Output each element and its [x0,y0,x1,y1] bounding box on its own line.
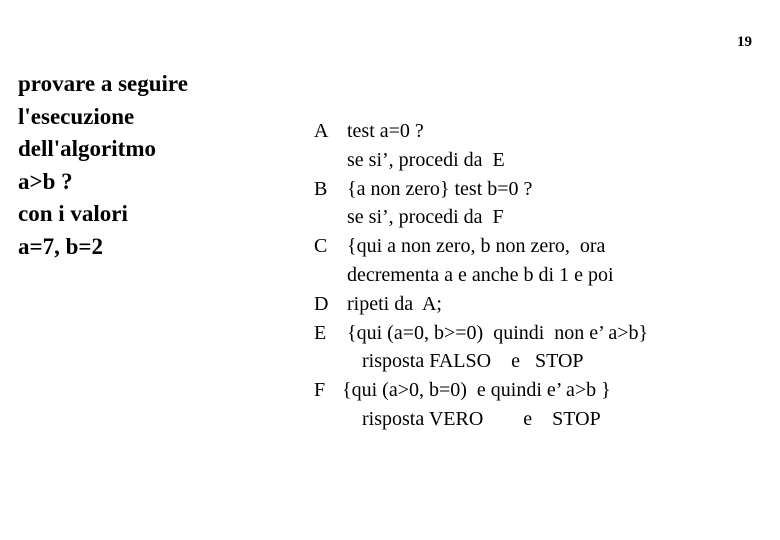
step-text: {qui (a=0, b>=0) quindi non e’ a>b} [342,321,649,344]
algorithm-line [314,290,764,319]
step-text: se si’, procedi da F [342,206,504,229]
step-letter: C [314,235,328,258]
step-letter [314,203,342,232]
algorithm-line [314,405,764,434]
exercise-prompt [18,68,278,263]
step-text: {qui a non zero, b non zero, ora [342,235,606,258]
step-text: ripeti da A; [342,292,442,315]
prompt-line: dell'algoritmo [18,136,156,161]
algorithm-line [314,347,764,376]
prompt-line: a=7, b=2 [18,233,104,259]
prompt-line: l'esecuzione [18,103,135,129]
page-number: 19 [737,34,752,50]
algorithm-line [314,175,764,204]
prompt-line: con i valori [18,201,128,226]
step-letter: B [314,177,328,200]
step-letter [314,347,342,376]
algorithm-steps [314,117,764,434]
step-text: {a non zero} test b=0 ? [342,177,533,200]
prompt-line: a>b ? [18,168,73,194]
algorithm-line [314,117,764,146]
algorithm-line [314,319,764,348]
step-text: se si’, procedi da E [342,148,505,171]
step-letter: E [314,321,327,344]
step-text: decrementa a e anche b di 1 e poi [342,263,614,286]
step-letter: D [314,292,329,315]
algorithm-line [314,203,764,232]
algorithm-line [314,146,764,175]
step-letter: F [314,379,326,402]
prompt-line: provare a seguire [18,71,188,96]
step-letter: A [314,120,329,142]
step-text: {qui (a>0, b=0) e quindi e’ a>b } [342,379,611,402]
step-text: test a=0 ? [342,120,424,142]
algorithm-line [314,376,764,405]
step-letter [314,261,342,290]
algorithm-line [314,232,764,261]
step-letter [314,146,342,175]
step-letter [314,405,342,434]
step-text: risposta VERO e STOP [342,407,601,430]
step-text: risposta FALSO e STOP [342,350,584,373]
algorithm-line [314,261,764,290]
